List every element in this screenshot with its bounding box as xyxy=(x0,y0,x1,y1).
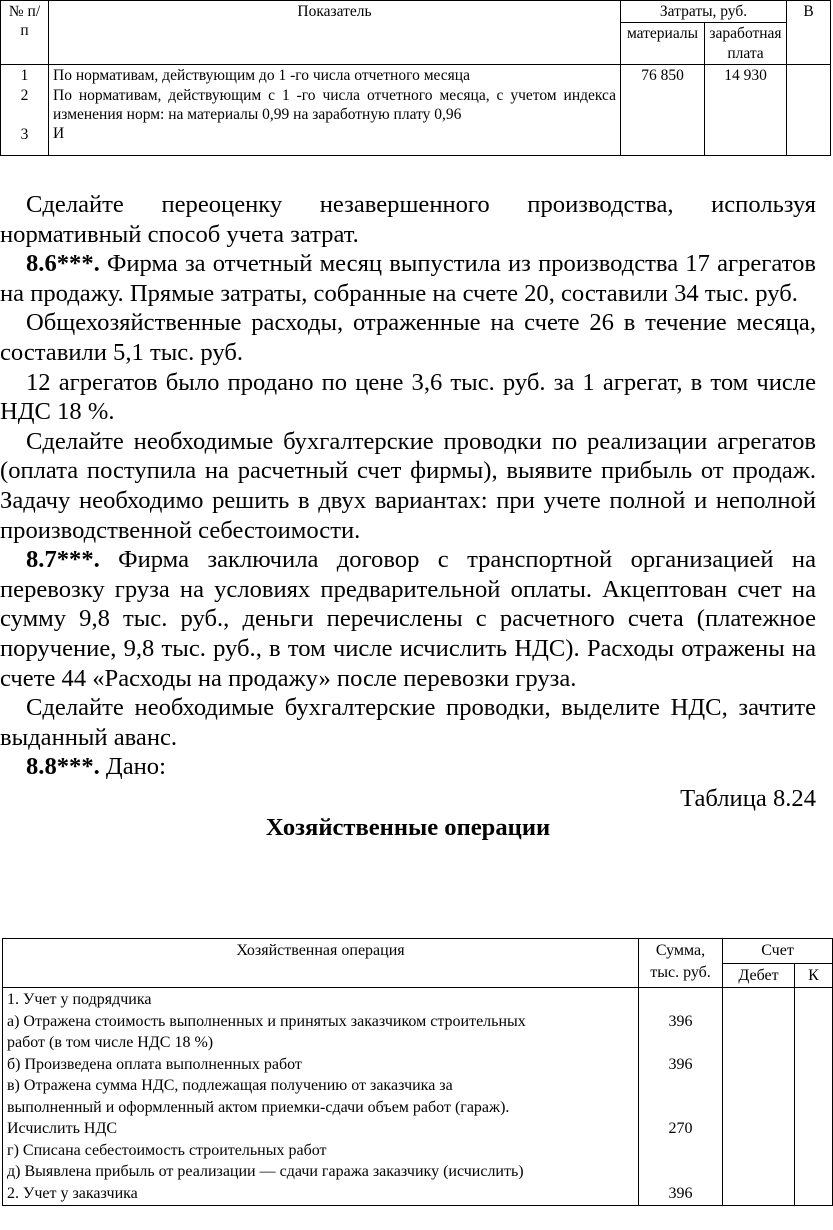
list-item: Исчислить НДС xyxy=(7,1120,118,1137)
header-indicator: Показатель xyxy=(49,1,621,65)
header-account: Счет xyxy=(723,939,833,964)
header-extra: В xyxy=(787,1,831,65)
header-operation: Хозяйственная операция xyxy=(3,939,639,988)
list-item: б) Произведена оплата выполненных работ xyxy=(7,1055,302,1073)
cell-extra xyxy=(787,65,831,156)
header-costs: Затраты, руб. xyxy=(621,1,787,23)
table-row-text: По нормативам, действующим до 1 -го числа отчетного месяца По нормативам, действующим с 1 -го числа отчетного месяца, с учетом индекса изменения норм: на материалы 0,99 на заработную плату 0,96 И xyxy=(49,65,621,156)
operations-cell xyxy=(3,988,639,1206)
credit-cell xyxy=(795,988,833,1206)
list-item: а) Отражена стоимость выполненных и принятых заказчиком строительных xyxy=(7,1012,526,1030)
list-item: г) Списана себестоимость строительных работ xyxy=(7,1141,327,1159)
paragraph: Общехозяйственные расходы, отраженные на счете 26 в течение месяца, составили 5,1 тыс. руб. xyxy=(0,309,816,366)
table-row-num: 1 2 3 xyxy=(1,65,49,156)
list-item: выполненный и оформленный актом приемки-сдачи объем работ (гараж). xyxy=(7,1098,510,1116)
table-title: Хозяйственные операции xyxy=(265,814,551,842)
paragraph: 8.6***. Фирма за отчетный месяц выпустила из производства 17 агрегатов на продажу. Прямые затраты, собранные на счете 20, составили 34 тыс. руб. xyxy=(0,250,816,307)
list-item: д) Выявлена прибыль от реализации — сдачи гаража заказчику (исчислить) xyxy=(7,1163,524,1180)
paragraph: Сделайте необходимые бухгалтерские проводки по реализации агрегатов (оплата поступила на расчетный счет фирмы), выявите прибыль от продаж. Задачу необходимо решить в двух вариантах: при учете полной и неполной производственной себестоимости. xyxy=(0,427,816,544)
list-item: работ (в том числе НДС 18 %) xyxy=(7,1034,214,1051)
header-materials: материалы xyxy=(621,23,705,65)
norms-table xyxy=(0,0,831,156)
cell-wages: 14 930 xyxy=(705,65,787,156)
list-item: 2. Учет у заказчика xyxy=(7,1184,138,1202)
task-label: 8.7***. xyxy=(26,546,100,574)
table-number: Таблица 8.24 xyxy=(680,784,816,812)
header-credit: К xyxy=(795,963,833,988)
debit-cell xyxy=(723,988,795,1206)
header-num: № п/п xyxy=(1,1,49,65)
header-sum: Сумма, тыс. руб. xyxy=(639,939,723,988)
task-label: 8.8***. xyxy=(26,753,100,781)
paragraph: Сделайте переоценку незавершенного производства, используя нормативный способ учета затрат. xyxy=(0,191,816,248)
header-wages: заработная плата xyxy=(705,23,787,65)
paragraph: 8.8***. Дано: xyxy=(26,753,166,781)
header-debit: Дебет xyxy=(723,963,795,988)
list-item: 1. Учет у подрядчика xyxy=(7,991,152,1008)
body-text xyxy=(0,190,816,843)
sums-cell: 396 396 270 396 xyxy=(639,988,723,1206)
list-item: в) Отражена сумма НДС, подлежащая получению от заказчика за xyxy=(7,1077,453,1094)
paragraph: Сделайте необходимые бухгалтерские проводки, выделите НДС, зачтите выданный аванс. xyxy=(0,694,816,751)
cell-materials: 76 850 xyxy=(621,65,705,156)
paragraph: 12 агрегатов было продано по цене 3,6 тыс. руб. за 1 агрегат, в том числе НДС 18 %. xyxy=(0,368,816,426)
operations-table xyxy=(2,938,833,1206)
paragraph: 8.7***. Фирма заключила договор с транспортной организацией на перевозку груза на условиях предварительной оплаты. Акцептован счет на сумму 9,8 тыс. руб., деньги перечислены с расчетного счета (платежное поручение, 9,8 тыс. руб., в том числе исчислить НДС). Расходы отражены на счете 44 «Расходы на продажу» после перевозки груза. xyxy=(0,546,816,692)
task-label: 8.6***. xyxy=(26,250,100,278)
